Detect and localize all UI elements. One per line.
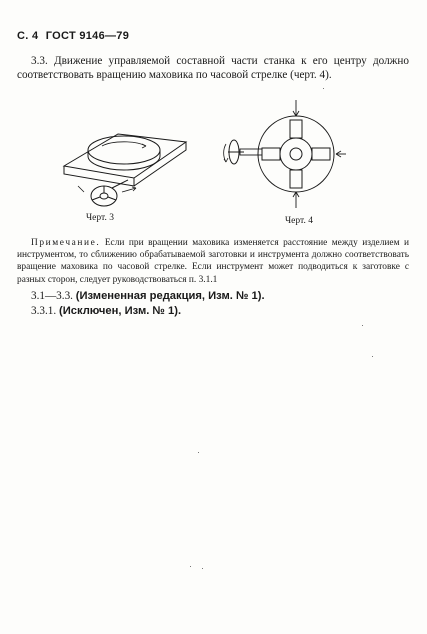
note-text: Если при вращении маховика изменяется расстояние между изделием и инструментом, то сближению обрабатываемой заготовки и инструмента должно соответствовать вращение маховика по часовой стрелке. Если инструмент может подводиться к заготовке с разных сторон, следует руководствоваться п. 3.1.1 [17, 238, 409, 285]
note-label: Примечание. [31, 238, 101, 248]
amendment-line-1 [31, 289, 265, 303]
handwheel-hub [100, 193, 108, 199]
scan-speck [202, 568, 203, 569]
scan-speck [323, 88, 324, 89]
amendment-line-2 [31, 304, 181, 318]
figure-4-caption: Черт. 4 [285, 216, 313, 226]
figure-3-drawing [60, 112, 190, 212]
rotation-arrow [102, 142, 146, 146]
figure-4-drawing [222, 100, 347, 210]
amendment-ref: 3.1—3.3. [31, 290, 73, 302]
amendment-text: (Исключен, Изм. № 1). [58, 305, 182, 317]
jaw-left [262, 148, 280, 160]
scan-speck [198, 452, 199, 453]
table-slab [64, 134, 186, 178]
scan-speck [362, 325, 363, 326]
amendment-ref: 3.3.1. [31, 305, 57, 317]
jaw-bottom [290, 170, 302, 188]
chuck-inner-ring [280, 138, 312, 170]
note-block [17, 237, 409, 286]
jaw-right [312, 148, 330, 160]
figures-row [0, 100, 427, 230]
rotary-table-top [88, 136, 160, 164]
jaw-top [290, 120, 302, 138]
figure-3-caption: Черт. 3 [86, 213, 114, 223]
chuck-bore [290, 148, 302, 160]
clause-3-3: 3.3. Движение управляемой составной части станка к его центру должно соответствовать вращению маховика по часовой стрелке (черт. 4). [17, 55, 409, 82]
page-header [17, 30, 133, 42]
scan-speck [372, 356, 373, 357]
amendment-text: (Измененная редакция, Изм. № 1). [75, 290, 265, 302]
standard-code: ГОСТ 9146—79 [45, 30, 130, 42]
scan-speck [190, 566, 191, 567]
page-number: С. 4 [17, 30, 39, 42]
handwheel-shaft [112, 180, 128, 188]
